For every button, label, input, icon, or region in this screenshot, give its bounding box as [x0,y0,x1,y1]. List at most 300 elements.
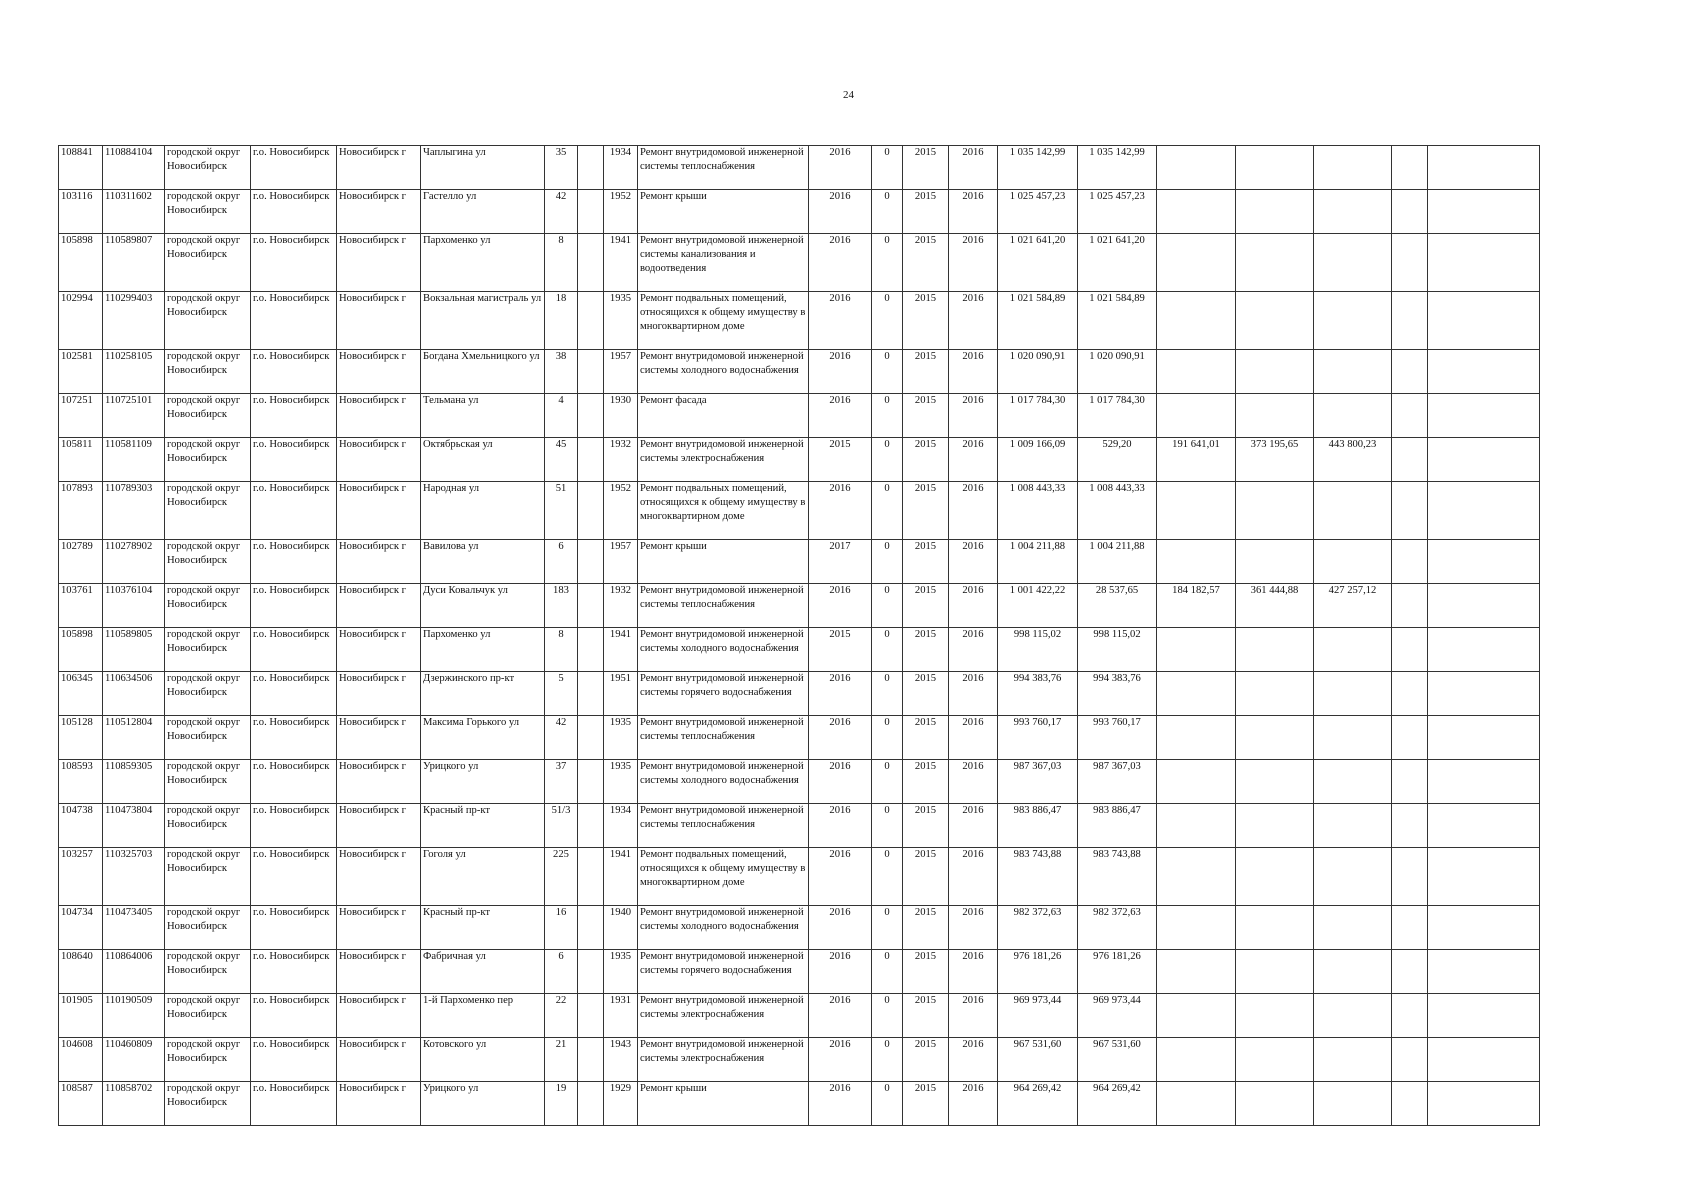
cell-total-cost: 1 021 641,20 [998,234,1078,292]
cell-municipality: городской округ Новосибирск [165,760,251,804]
cell-year-built: 1952 [604,482,638,540]
cell-end-year: 2016 [949,1082,998,1126]
cell-street: Красный пр-кт [421,906,545,950]
cell-code: 110725101 [103,394,165,438]
cell-plan-year: 2016 [809,190,872,234]
cell-street: Гастелло ул [421,190,545,234]
cell-city: Новосибирск г [337,1038,421,1082]
cell-extra-5 [1428,906,1540,950]
cell-id: 102581 [59,350,103,394]
cell-extra-2 [1236,672,1314,716]
cell-work-type: Ремонт фасада [638,394,809,438]
cell-extra-5 [1428,146,1540,190]
cell-total-cost: 1 035 142,99 [998,146,1078,190]
cell-flag: 0 [872,190,903,234]
cell-extra-1 [1157,292,1236,350]
cell-plan-year: 2016 [809,1038,872,1082]
cell-total-cost: 983 886,47 [998,804,1078,848]
cell-extra-5 [1428,584,1540,628]
repair-register-table [58,145,1540,1126]
cell-street: Вокзальная магистраль ул [421,292,545,350]
cell-district: г.о. Новосибирск [251,584,337,628]
cell-extra-3 [1314,950,1392,994]
cell-start-year: 2015 [903,848,949,906]
cell-plan-year: 2016 [809,760,872,804]
cell-city: Новосибирск г [337,1082,421,1126]
cell-plan-year: 2015 [809,628,872,672]
cell-end-year: 2016 [949,234,998,292]
cell-extra-5 [1428,804,1540,848]
cell-amount: 28 537,65 [1078,584,1157,628]
cell-work-type: Ремонт крыши [638,540,809,584]
cell-work-type: Ремонт внутридомовой инженерной системы холодного водоснабжения [638,350,809,394]
cell-block [578,994,604,1038]
cell-id: 108587 [59,1082,103,1126]
cell-municipality: городской округ Новосибирск [165,292,251,350]
cell-extra-4 [1392,1038,1428,1082]
cell-start-year: 2015 [903,540,949,584]
cell-extra-3 [1314,906,1392,950]
cell-work-type: Ремонт крыши [638,1082,809,1126]
cell-extra-1 [1157,190,1236,234]
cell-house: 8 [545,234,578,292]
cell-city: Новосибирск г [337,482,421,540]
cell-district: г.о. Новосибирск [251,350,337,394]
cell-amount: 993 760,17 [1078,716,1157,760]
cell-block [578,848,604,906]
cell-extra-3: 443 800,23 [1314,438,1392,482]
cell-block [578,190,604,234]
cell-year-built: 1930 [604,394,638,438]
cell-municipality: городской округ Новосибирск [165,482,251,540]
cell-extra-1: 191 641,01 [1157,438,1236,482]
cell-end-year: 2016 [949,848,998,906]
cell-extra-1 [1157,672,1236,716]
cell-block [578,394,604,438]
cell-city: Новосибирск г [337,906,421,950]
cell-plan-year: 2016 [809,350,872,394]
cell-year-built: 1935 [604,292,638,350]
cell-street: Тельмана ул [421,394,545,438]
cell-code: 110884104 [103,146,165,190]
cell-district: г.о. Новосибирск [251,804,337,848]
cell-extra-3 [1314,1082,1392,1126]
cell-city: Новосибирск г [337,234,421,292]
cell-house: 19 [545,1082,578,1126]
cell-end-year: 2016 [949,482,998,540]
cell-start-year: 2015 [903,438,949,482]
cell-id: 104734 [59,906,103,950]
cell-flag: 0 [872,760,903,804]
cell-municipality: городской округ Новосибирск [165,1038,251,1082]
cell-code: 110858702 [103,1082,165,1126]
table-row [59,394,1540,438]
cell-amount: 1 035 142,99 [1078,146,1157,190]
cell-year-built: 1929 [604,1082,638,1126]
cell-extra-2 [1236,190,1314,234]
cell-block [578,482,604,540]
cell-extra-5 [1428,234,1540,292]
cell-extra-4 [1392,672,1428,716]
cell-end-year: 2016 [949,190,998,234]
cell-plan-year: 2016 [809,482,872,540]
cell-block [578,1082,604,1126]
cell-house: 42 [545,190,578,234]
cell-id: 104738 [59,804,103,848]
cell-end-year: 2016 [949,950,998,994]
cell-year-built: 1941 [604,628,638,672]
cell-district: г.о. Новосибирск [251,540,337,584]
cell-street: Урицкого ул [421,1082,545,1126]
cell-house: 51/3 [545,804,578,848]
cell-year-built: 1940 [604,906,638,950]
cell-district: г.о. Новосибирск [251,716,337,760]
cell-flag: 0 [872,1038,903,1082]
cell-house: 51 [545,482,578,540]
cell-extra-5 [1428,716,1540,760]
cell-city: Новосибирск г [337,716,421,760]
cell-extra-1 [1157,760,1236,804]
cell-start-year: 2015 [903,950,949,994]
cell-year-built: 1935 [604,950,638,994]
cell-total-cost: 983 743,88 [998,848,1078,906]
cell-house: 42 [545,716,578,760]
cell-work-type: Ремонт подвальных помещений, относящихся к общему имуществу в многоквартирном доме [638,292,809,350]
cell-work-type: Ремонт внутридомовой инженерной системы электроснабжения [638,1038,809,1082]
cell-extra-1 [1157,350,1236,394]
cell-house: 225 [545,848,578,906]
cell-district: г.о. Новосибирск [251,628,337,672]
cell-total-cost: 976 181,26 [998,950,1078,994]
cell-end-year: 2016 [949,540,998,584]
cell-flag: 0 [872,994,903,1038]
cell-year-built: 1934 [604,804,638,848]
cell-code: 110512804 [103,716,165,760]
cell-house: 22 [545,994,578,1038]
cell-extra-2 [1236,234,1314,292]
cell-plan-year: 2016 [809,716,872,760]
cell-extra-2 [1236,628,1314,672]
cell-city: Новосибирск г [337,804,421,848]
cell-amount: 1 017 784,30 [1078,394,1157,438]
cell-plan-year: 2016 [809,994,872,1038]
cell-work-type: Ремонт крыши [638,190,809,234]
cell-code: 110789303 [103,482,165,540]
cell-end-year: 2016 [949,350,998,394]
cell-flag: 0 [872,438,903,482]
cell-extra-1: 184 182,57 [1157,584,1236,628]
cell-total-cost: 1 008 443,33 [998,482,1078,540]
cell-extra-2: 373 195,65 [1236,438,1314,482]
cell-extra-3 [1314,146,1392,190]
cell-municipality: городской округ Новосибирск [165,950,251,994]
cell-extra-5 [1428,848,1540,906]
cell-plan-year: 2016 [809,950,872,994]
cell-year-built: 1931 [604,994,638,1038]
cell-end-year: 2016 [949,1038,998,1082]
cell-end-year: 2016 [949,146,998,190]
cell-city: Новосибирск г [337,628,421,672]
cell-city: Новосибирск г [337,950,421,994]
cell-id: 101905 [59,994,103,1038]
cell-extra-5 [1428,438,1540,482]
cell-code: 110634506 [103,672,165,716]
cell-house: 6 [545,540,578,584]
cell-extra-4 [1392,234,1428,292]
cell-extra-1 [1157,234,1236,292]
cell-city: Новосибирск г [337,672,421,716]
cell-code: 110473804 [103,804,165,848]
cell-flag: 0 [872,848,903,906]
cell-extra-4 [1392,848,1428,906]
cell-extra-2 [1236,350,1314,394]
cell-district: г.о. Новосибирск [251,394,337,438]
table-row [59,950,1540,994]
cell-end-year: 2016 [949,716,998,760]
cell-extra-3 [1314,190,1392,234]
cell-plan-year: 2016 [809,804,872,848]
cell-extra-1 [1157,906,1236,950]
cell-extra-4 [1392,540,1428,584]
table-row [59,234,1540,292]
cell-end-year: 2016 [949,804,998,848]
cell-extra-1 [1157,540,1236,584]
cell-start-year: 2015 [903,716,949,760]
cell-year-built: 1934 [604,146,638,190]
cell-flag: 0 [872,628,903,672]
cell-amount: 987 367,03 [1078,760,1157,804]
cell-street: Богдана Хмельницкого ул [421,350,545,394]
cell-flag: 0 [872,672,903,716]
cell-extra-3 [1314,350,1392,394]
cell-municipality: городской округ Новосибирск [165,804,251,848]
cell-extra-3 [1314,234,1392,292]
table-body [59,146,1540,1126]
cell-extra-2 [1236,804,1314,848]
cell-municipality: городской округ Новосибирск [165,672,251,716]
cell-extra-2 [1236,146,1314,190]
cell-code: 110190509 [103,994,165,1038]
cell-extra-3 [1314,848,1392,906]
cell-city: Новосибирск г [337,760,421,804]
cell-block [578,628,604,672]
cell-year-built: 1932 [604,584,638,628]
cell-code: 110258105 [103,350,165,394]
cell-id: 105128 [59,716,103,760]
table-row [59,672,1540,716]
cell-amount: 969 973,44 [1078,994,1157,1038]
cell-year-built: 1943 [604,1038,638,1082]
cell-street: Октябрьская ул [421,438,545,482]
cell-end-year: 2016 [949,394,998,438]
cell-work-type: Ремонт внутридомовой инженерной системы горячего водоснабжения [638,672,809,716]
cell-work-type: Ремонт внутридомовой инженерной системы теплоснабжения [638,584,809,628]
cell-start-year: 2015 [903,350,949,394]
cell-municipality: городской округ Новосибирск [165,994,251,1038]
cell-extra-4 [1392,190,1428,234]
cell-street: Дуси Ковальчук ул [421,584,545,628]
cell-end-year: 2016 [949,438,998,482]
cell-year-built: 1952 [604,190,638,234]
cell-extra-3 [1314,760,1392,804]
cell-district: г.о. Новосибирск [251,234,337,292]
cell-municipality: городской округ Новосибирск [165,848,251,906]
cell-extra-1 [1157,1082,1236,1126]
cell-plan-year: 2015 [809,438,872,482]
table-row [59,1082,1540,1126]
cell-id: 108841 [59,146,103,190]
cell-id: 107893 [59,482,103,540]
cell-district: г.о. Новосибирск [251,292,337,350]
cell-plan-year: 2016 [809,146,872,190]
cell-city: Новосибирск г [337,292,421,350]
cell-district: г.о. Новосибирск [251,848,337,906]
cell-start-year: 2015 [903,1038,949,1082]
cell-work-type: Ремонт подвальных помещений, относящихся к общему имуществу в многоквартирном доме [638,848,809,906]
table-row [59,190,1540,234]
cell-extra-2 [1236,540,1314,584]
cell-extra-3 [1314,804,1392,848]
cell-district: г.о. Новосибирск [251,672,337,716]
cell-end-year: 2016 [949,906,998,950]
cell-extra-3 [1314,540,1392,584]
cell-street: Дзержинского пр-кт [421,672,545,716]
cell-extra-5 [1428,350,1540,394]
cell-street: Народная ул [421,482,545,540]
cell-extra-1 [1157,994,1236,1038]
cell-extra-3: 427 257,12 [1314,584,1392,628]
cell-flag: 0 [872,950,903,994]
cell-start-year: 2015 [903,760,949,804]
cell-district: г.о. Новосибирск [251,760,337,804]
cell-amount: 983 886,47 [1078,804,1157,848]
cell-extra-2 [1236,950,1314,994]
cell-amount: 994 383,76 [1078,672,1157,716]
cell-code: 110581109 [103,438,165,482]
cell-total-cost: 969 973,44 [998,994,1078,1038]
cell-city: Новосибирск г [337,350,421,394]
cell-amount: 976 181,26 [1078,950,1157,994]
cell-extra-5 [1428,394,1540,438]
cell-extra-3 [1314,672,1392,716]
cell-district: г.о. Новосибирск [251,906,337,950]
cell-street: Чаплыгина ул [421,146,545,190]
cell-extra-5 [1428,628,1540,672]
table-row [59,760,1540,804]
cell-extra-4 [1392,994,1428,1038]
cell-plan-year: 2016 [809,848,872,906]
page-number: 24 [843,89,854,101]
cell-extra-4 [1392,292,1428,350]
table-row [59,350,1540,394]
cell-id: 107251 [59,394,103,438]
cell-block [578,1038,604,1082]
cell-municipality: городской округ Новосибирск [165,540,251,584]
cell-extra-3 [1314,994,1392,1038]
table-row [59,906,1540,950]
cell-city: Новосибирск г [337,146,421,190]
cell-id: 105811 [59,438,103,482]
cell-house: 8 [545,628,578,672]
cell-house: 16 [545,906,578,950]
cell-total-cost: 998 115,02 [998,628,1078,672]
cell-work-type: Ремонт внутридомовой инженерной системы холодного водоснабжения [638,628,809,672]
cell-plan-year: 2016 [809,906,872,950]
cell-amount: 982 372,63 [1078,906,1157,950]
cell-house: 183 [545,584,578,628]
cell-total-cost: 994 383,76 [998,672,1078,716]
cell-flag: 0 [872,540,903,584]
cell-work-type: Ремонт внутридомовой инженерной системы теплоснабжения [638,146,809,190]
cell-amount: 1 004 211,88 [1078,540,1157,584]
cell-city: Новосибирск г [337,540,421,584]
cell-block [578,804,604,848]
cell-start-year: 2015 [903,672,949,716]
cell-end-year: 2016 [949,994,998,1038]
cell-end-year: 2016 [949,584,998,628]
cell-extra-3 [1314,292,1392,350]
cell-extra-4 [1392,716,1428,760]
cell-street: Красный пр-кт [421,804,545,848]
cell-amount: 529,20 [1078,438,1157,482]
cell-extra-5 [1428,672,1540,716]
cell-city: Новосибирск г [337,584,421,628]
cell-extra-3 [1314,716,1392,760]
cell-street: Максима Горького ул [421,716,545,760]
cell-total-cost: 967 531,60 [998,1038,1078,1082]
cell-id: 108593 [59,760,103,804]
cell-block [578,292,604,350]
cell-code: 110859305 [103,760,165,804]
cell-extra-2: 361 444,88 [1236,584,1314,628]
cell-id: 103116 [59,190,103,234]
cell-total-cost: 964 269,42 [998,1082,1078,1126]
cell-city: Новосибирск г [337,848,421,906]
cell-year-built: 1951 [604,672,638,716]
cell-extra-5 [1428,540,1540,584]
cell-street: Гоголя ул [421,848,545,906]
cell-amount: 1 021 641,20 [1078,234,1157,292]
cell-municipality: городской округ Новосибирск [165,906,251,950]
cell-plan-year: 2016 [809,394,872,438]
cell-block [578,716,604,760]
cell-code: 110325703 [103,848,165,906]
cell-street: Пархоменко ул [421,234,545,292]
cell-extra-2 [1236,1082,1314,1126]
cell-extra-5 [1428,1038,1540,1082]
cell-flag: 0 [872,584,903,628]
cell-block [578,350,604,394]
cell-district: г.о. Новосибирск [251,1038,337,1082]
table-row [59,848,1540,906]
cell-code: 110864006 [103,950,165,994]
cell-extra-4 [1392,482,1428,540]
cell-code: 110278902 [103,540,165,584]
cell-extra-1 [1157,848,1236,906]
cell-start-year: 2015 [903,146,949,190]
cell-block [578,584,604,628]
cell-year-built: 1957 [604,350,638,394]
cell-amount: 1 025 457,23 [1078,190,1157,234]
cell-extra-5 [1428,292,1540,350]
cell-total-cost: 1 004 211,88 [998,540,1078,584]
cell-year-built: 1941 [604,234,638,292]
cell-work-type: Ремонт внутридомовой инженерной системы канализования и водоотведения [638,234,809,292]
cell-flag: 0 [872,482,903,540]
cell-district: г.о. Новосибирск [251,146,337,190]
cell-end-year: 2016 [949,628,998,672]
cell-district: г.о. Новосибирск [251,482,337,540]
